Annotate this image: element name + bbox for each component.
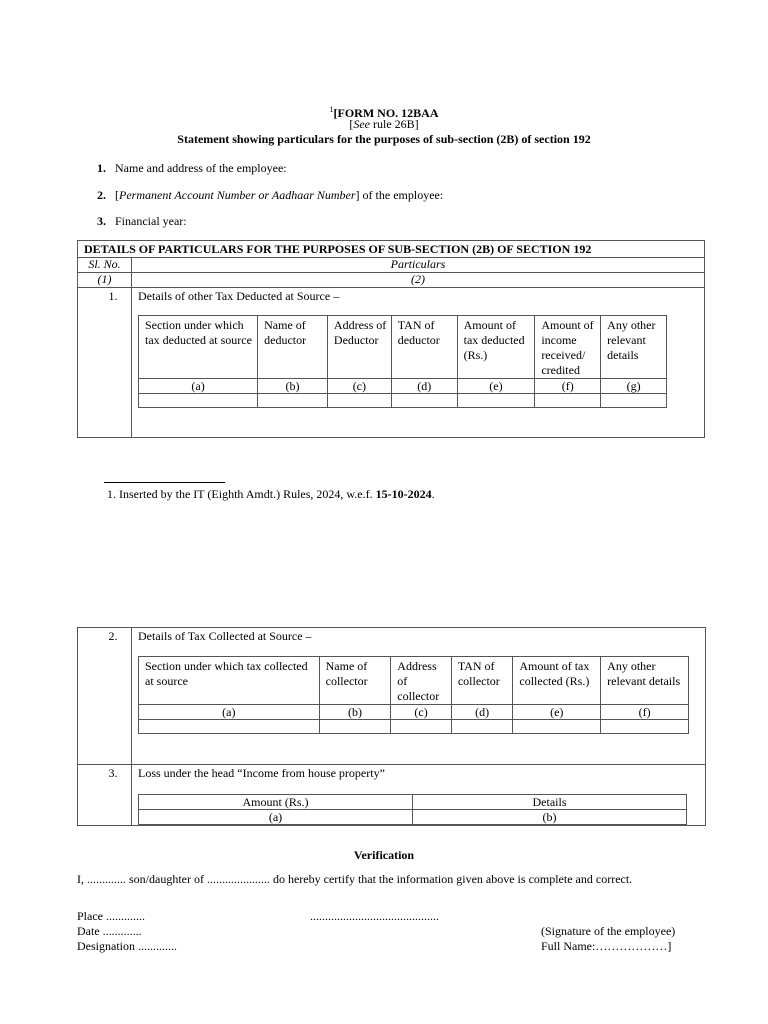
verification-statement: I, ............. son/daughter of ..................... do hereby certify that the information given above is complete and correct.	[77, 872, 633, 886]
tcs-letter-d: (d)	[451, 705, 513, 720]
row2-serial: 2.	[108, 629, 118, 643]
item-financial-year: 3. Financial year:	[97, 214, 187, 228]
tcs-letter-c: (c)	[391, 705, 452, 720]
col1-number: (1)	[97, 272, 112, 286]
footnote-marker: 1	[329, 105, 334, 114]
sl-no-header: Sl. No.	[88, 257, 121, 271]
tds-header-tan: TAN of deductor	[391, 316, 457, 379]
particulars-header: Particulars	[390, 257, 446, 271]
tcs-letter-e: (e)	[513, 705, 601, 720]
tcs-header-other: Any other relevant details	[601, 657, 689, 705]
tds-letter-d: (d)	[391, 379, 457, 394]
footnote-text: 1. Inserted by the IT (Eighth Amdt.) Rules, 2024, w.e.f. 15-10-2024.	[107, 487, 435, 501]
statement-heading: Statement showing particulars for the purposes of sub-section (2B) of section 192	[177, 132, 591, 146]
tds-letter-e: (e)	[457, 379, 535, 394]
footnote-rule	[104, 482, 225, 483]
row3-label: Loss under the head “Income from house property”	[138, 766, 385, 780]
loss-header-details: Details	[413, 795, 687, 810]
item-employee-name: 1. Name and address of the employee:	[97, 161, 287, 175]
form-number: [FORM NO. 12BAA	[333, 106, 439, 120]
row1-serial: 1.	[108, 289, 118, 303]
tcs-header-tan: TAN of collector	[451, 657, 513, 705]
tcs-header-name: Name of collector	[319, 657, 391, 705]
tds-blank-row	[139, 394, 667, 408]
tds-letter-b: (b)	[258, 379, 328, 394]
tcs-header-section: Section under which tax collected at source	[139, 657, 320, 705]
item-pan-aadhaar: 2. [Permanent Account Number or Aadhaar Number] of the employee:	[97, 188, 444, 202]
loss-letter-a: (a)	[139, 810, 413, 825]
tds-header-section: Section under which tax deducted at source	[139, 316, 258, 379]
tcs-table	[138, 656, 689, 734]
tds-letter-g: (g)	[601, 379, 667, 394]
tds-header-amount-income: Amount of income received/ credited	[535, 316, 601, 379]
row1-label: Details of other Tax Deducted at Source –	[138, 289, 340, 303]
loss-header-amount: Amount (Rs.)	[139, 795, 413, 810]
tds-header-amount-tax: Amount of tax deducted (Rs.)	[457, 316, 535, 379]
particulars-table-title: DETAILS OF PARTICULARS FOR THE PURPOSES OF SUB-SECTION (2B) OF SECTION 192	[84, 242, 592, 256]
loss-letter-b: (b)	[413, 810, 687, 825]
tds-header-address: Address of Deductor	[327, 316, 391, 379]
signature-line: ...........................................	[310, 909, 439, 923]
row2-label: Details of Tax Collected at Source –	[138, 629, 312, 643]
tds-letter-a: (a)	[139, 379, 258, 394]
verification-title: Verification	[353, 848, 415, 862]
tds-header-name: Name of deductor	[258, 316, 328, 379]
tds-header-other: Any other relevant details	[601, 316, 667, 379]
tcs-letter-a: (a)	[139, 705, 320, 720]
loss-table	[138, 794, 687, 825]
date-field: Date .............	[77, 924, 142, 938]
tcs-header-address: Address of collector	[391, 657, 452, 705]
tds-letter-c: (c)	[327, 379, 391, 394]
full-name-field: Full Name:………………]	[541, 939, 672, 953]
rule-reference: [See rule 26B]	[349, 117, 419, 131]
row3-serial: 3.	[108, 766, 118, 780]
tds-table	[138, 315, 667, 408]
tcs-header-amount: Amount of tax collected (Rs.)	[513, 657, 601, 705]
tcs-letter-b: (b)	[319, 705, 391, 720]
tcs-letter-f: (f)	[601, 705, 689, 720]
signature-label: (Signature of the employee)	[541, 924, 676, 938]
col2-number: (2)	[411, 272, 425, 286]
designation-field: Designation .............	[77, 939, 177, 953]
place-field: Place .............	[77, 909, 145, 923]
tcs-blank-row	[139, 720, 689, 734]
tds-letter-f: (f)	[535, 379, 601, 394]
